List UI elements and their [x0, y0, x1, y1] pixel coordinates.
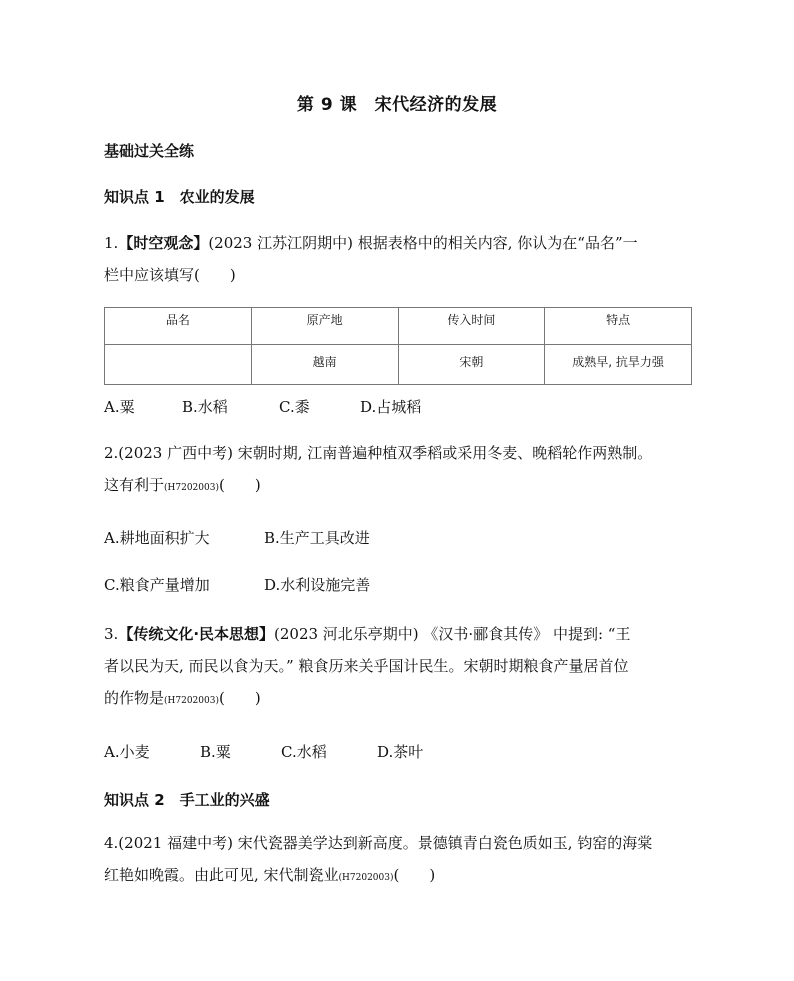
- question-text: 红艳如晚霞。由此可见, 宋代制瓷业: [104, 866, 339, 884]
- question-tag: 【传统文化·民本思想】: [118, 625, 275, 643]
- question-text: 的作物是: [104, 689, 165, 707]
- question-3-line-3: [104, 682, 704, 717]
- option-c: C.黍: [279, 398, 310, 416]
- lesson-title: 第 9 课 宋代经济的发展: [296, 95, 498, 115]
- question-4-line-1: 4.(2021 福建中考) 宋代瓷器美学达到新高度。景德镇青白瓷色质如玉, 钧窑的海棠: [104, 834, 653, 852]
- answer-blank: ( ): [393, 866, 436, 884]
- option-b: B.水稻: [182, 398, 228, 416]
- question-code: (H7202003): [164, 483, 219, 493]
- question-text: 这有利于: [104, 476, 165, 494]
- question-2-line-1: 2.(2023 广西中考) 宋朝时期, 江南普遍种植双季稻或采用冬麦、晚稻轮作两熟制。: [104, 444, 653, 462]
- answer-blank: ( ): [218, 476, 261, 494]
- option-a: A.粟: [104, 398, 135, 416]
- question-2-options-row-2: [104, 574, 370, 595]
- question-number: 3.: [104, 625, 119, 643]
- question-3-options: [104, 741, 423, 762]
- knowledge-point-1: 知识点 1 农业的发展: [104, 188, 255, 206]
- option-d: D.水利设施完善: [264, 576, 371, 594]
- question-1-options: [104, 396, 421, 417]
- question-4: [104, 827, 704, 894]
- table-cell: [105, 345, 252, 385]
- option-a: A.耕地面积扩大: [104, 529, 210, 547]
- option-d: D.占城稻: [360, 398, 422, 416]
- question-3: [104, 618, 704, 717]
- question-code: (H7202003): [338, 873, 394, 883]
- option-d: D.茶叶: [377, 743, 424, 761]
- option-b: B.生产工具改进: [264, 529, 370, 547]
- question-3-line-1: [104, 618, 704, 650]
- option-b: B.粟: [200, 743, 231, 761]
- option-a: A.小麦: [104, 743, 150, 761]
- table-header-cell: 传入时间: [398, 308, 545, 345]
- crop-table: [104, 307, 692, 385]
- table-cell: 宋朝: [398, 345, 545, 385]
- question-text: (2023 河北乐亭期中) 《汉书·郦食其传》 中提到: “王: [274, 625, 631, 643]
- question-2-line-2: [104, 469, 704, 504]
- question-3-line-2: 者以民为天, 而民以食为天。” 粮食历来关乎国计民生。宋朝时期粮食产量居首位: [104, 657, 629, 675]
- question-2: [104, 437, 704, 504]
- table-header-cell: 品名: [105, 308, 252, 345]
- question-1-line-1: [104, 227, 694, 259]
- question-tag: 【时空观念】: [118, 234, 209, 252]
- table-cell: 成熟早, 抗旱力强: [545, 345, 692, 385]
- question-1: [104, 227, 694, 291]
- table-header-cell: 特点: [545, 308, 692, 345]
- question-text: (2023 江苏江阴期中) 根据表格中的相关内容, 你认为在“品名”一: [208, 234, 638, 252]
- option-c: C.水稻: [281, 743, 327, 761]
- question-code: (H7202003): [164, 696, 219, 706]
- table-cell: 越南: [251, 345, 398, 385]
- table-header-row: [105, 308, 692, 345]
- table-row: [105, 345, 692, 385]
- question-1-line-2: 栏中应该填写( ): [104, 266, 236, 284]
- option-c: C.粮食产量增加: [104, 576, 210, 594]
- question-number: 1.: [104, 234, 119, 252]
- table-header-cell: 原产地: [251, 308, 398, 345]
- knowledge-point-2: 知识点 2 手工业的兴盛: [104, 791, 270, 809]
- section-heading: 基础过关全练: [104, 142, 195, 160]
- question-2-options-row-1: [104, 527, 370, 548]
- question-4-line-2: [104, 859, 704, 894]
- answer-blank: ( ): [218, 689, 261, 707]
